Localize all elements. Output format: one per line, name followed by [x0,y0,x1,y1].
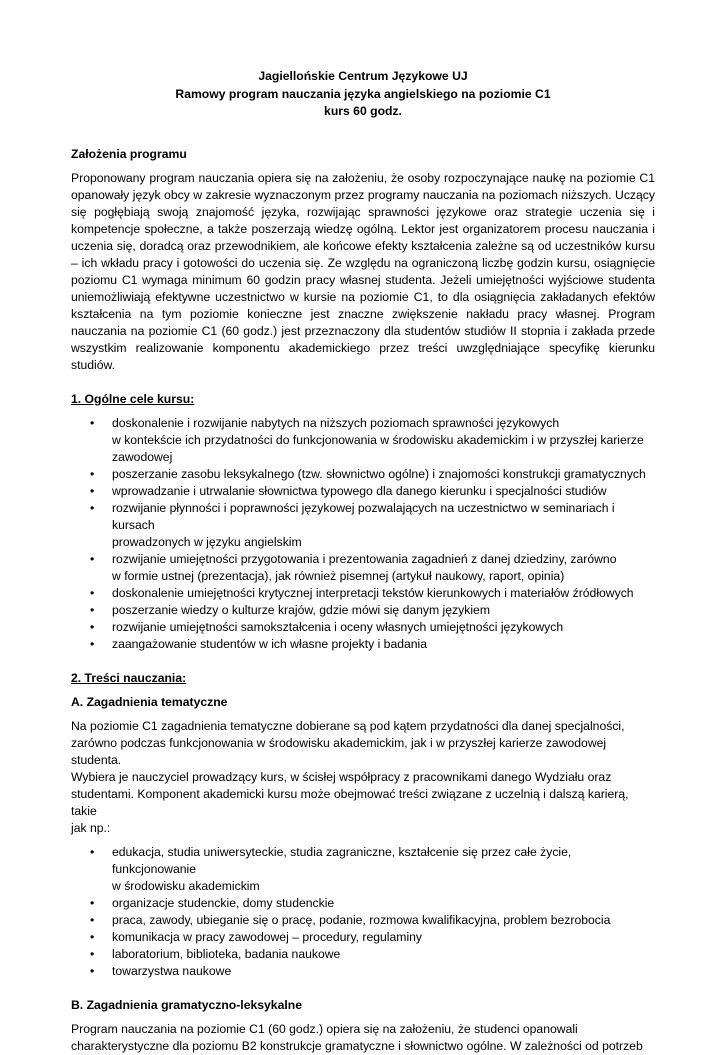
themes-line: zarówno podczas funkcjonowania w środowisku akademickim, jak i w przyszłej karierze zawodowej studenta. [71,735,607,767]
bullet-text-line: rozwijanie umiejętności samokształcenia i oceny własnych umiejętności językowych [112,619,564,634]
bullet-text-line: komunikacja w pracy zawodowej – procedury, regulaminy [112,929,423,944]
bullet-text-line: praca, zawody, ubieganie się o pracę, podanie, rozmowa kwalifikacyjna, problem bezrobocia [112,912,611,927]
content-title: 2. Treści nauczania: [71,670,187,685]
header-institution: Jagiellońskie Centrum Językowe UJ [258,69,468,83]
header-course-hours: kurs 60 godz. [324,104,402,118]
bullet-text-line: poszerzanie wiedzy o kulturze krajów, gdzie mówi się danym językiem [112,602,490,617]
bullet-item [71,946,655,963]
bullet-item [71,466,655,483]
grammar-line: charakterystyczne dla poziomu B2 konstrukcje gramatyczne i słownictwo ogólne. W zależności od potrzeb [71,1038,643,1053]
bullet-icon: • [90,415,95,430]
bullet-text-line: poszerzanie zasobu leksykalnego (tzw. słownictwo ogólne) i znajomości konstrukcji gramatycznych [112,466,646,481]
grammar-line: Program nauczania na poziomie C1 (60 godz.) opiera się na założeniu, że studenci opanowali [71,1021,578,1036]
bullet-text-line: laboratorium, biblioteka, badania naukowe [112,946,341,961]
themes-title: A. Zagadnienia tematyczne [71,694,228,709]
document-header [71,68,655,121]
bullet-item [71,551,655,585]
bullet-icon: • [90,466,95,481]
assumptions-paragraph: Proponowany program nauczania opiera się na założeniu, że osoby rozpoczynające naukę na poziomie C1 opanowały język obcy w zakresie wyznaczonym przez programy nauczania na poziomach niższych. Uczący się pogłębiają swoją znajomość języka, rozwijając sprawności językowe oraz strategie uczenia się i kompetencje społeczne, a także poszerzają wiedzę ogólną. Lektor jest organizatorem procesu nauczania i uczenia się, doradcą oraz przewodnikiem, ale końcowe efekty kształcenia zależne są od uczestników kursu – ich wkładu pracy i gotowości do uczenia się. Ze względu na ograniczoną liczbę godzin kursu, osiągnięcie poziomu C1 wymaga minimum 60 godzin pracy własnej studenta. Jeżeli umiejętności wyjściowe studenta uniemożliwiają efektywne uczestnictwo w kursie na poziomie C1, to dla osiągnięcia zakładanych efektów kształcenia na tym poziomie konieczne jest znaczne zwiększenie nakładu pracy własnej. Program nauczania na poziomie C1 (60 godz.) jest przeznaczony dla studentów studiów II stopnia i zakłada przede wszystkim realizowanie komponentu akademickiego przez treści uwzględniające specyfikę kierunku studiów. [71,170,655,372]
goals-title: 1. Ogólne cele kursu: [71,391,195,406]
bullet-item [71,585,655,602]
header-program-title: Ramowy program nauczania języka angielskiego na poziomie C1 [175,86,551,101]
assumptions-title: Założenia programu [71,146,187,161]
goals-list [71,415,655,653]
themes-paragraph [71,718,655,837]
bullet-text-line: prowadzonych w języku angielskim [112,534,302,549]
bullet-text-line: organizacje studenckie, domy studenckie [112,895,335,910]
bullet-icon: • [90,500,95,515]
bullet-text-line: w kontekście ich przydatności do funkcjonowania w środowisku akademickim i w przyszłej karierze [112,432,644,447]
bullet-item [71,929,655,946]
bullet-icon: • [90,844,95,859]
themes-line: Na poziomie C1 zagadnienia tematyczne dobierane są pod kątem przydatności dla danej specjalności, [71,718,625,733]
bullet-item [71,963,655,980]
grammar-paragraph [71,1021,655,1055]
bullet-item [71,483,655,500]
bullet-icon: • [90,929,95,944]
themes-line: jak np.: [71,820,111,835]
bullet-text-line: doskonalenie i rozwijanie nabytych na niższych poziomach sprawności językowych [112,415,560,430]
bullet-icon: • [90,636,95,651]
bullet-item [71,895,655,912]
bullet-item [71,415,655,466]
bullet-icon: • [90,602,95,617]
themes-line: studentami. Komponent akademicki kursu może obejmować treści związane z uczelnią i dalszą karierą, takie [71,786,629,818]
bullet-text-line: rozwijanie umiejętności przygotowania i prezentowania zagadnień z danej dziedziny, zarówno [112,551,617,566]
bullet-item [71,912,655,929]
document-page [71,68,655,1055]
bullet-icon: • [90,946,95,961]
bullet-item [71,844,655,895]
bullet-text-line: doskonalenie umiejętności krytycznej interpretacji tekstów kierunkowych i materiałów źródłowych [112,585,634,600]
bullet-text-line: w formie ustnej (prezentacja), jak również pisemnej (artykuł naukowy, raport, opinia) [112,568,565,583]
bullet-icon: • [90,912,95,927]
bullet-item [71,500,655,551]
bullet-item [71,636,655,653]
bullet-text-line: rozwijanie płynności i poprawności językowej pozwalających na uczestnictwo w seminariach i kursach [112,500,615,532]
bullet-text-line: edukacja, studia uniwersyteckie, studia zagraniczne, kształcenie się przez całe życie, funkcjonowanie [112,844,572,876]
bullet-text-line: wprowadzanie i utrwalanie słownictwa typowego dla danego kierunku i specjalności studiów [112,483,607,498]
bullet-icon: • [90,551,95,566]
bullet-icon: • [90,483,95,498]
bullet-text-line: towarzystwa naukowe [112,963,232,978]
bullet-item [71,619,655,636]
bullet-text-line: zaangażowanie studentów w ich własne projekty i badania [112,636,428,651]
bullet-item [71,602,655,619]
themes-list [71,844,655,980]
bullet-icon: • [90,619,95,634]
bullet-text-line: zawodowej [112,449,173,464]
bullet-icon: • [90,585,95,600]
grammar-title: B. Zagadnienia gramatyczno-leksykalne [71,997,302,1012]
bullet-text-line: w środowisku akademickim [112,878,260,893]
bullet-icon: • [90,895,95,910]
bullet-icon: • [90,963,95,978]
themes-line: Wybiera je nauczyciel prowadzący kurs, w ścisłej współpracy z pracownikami danego Wydziału oraz [71,769,612,784]
